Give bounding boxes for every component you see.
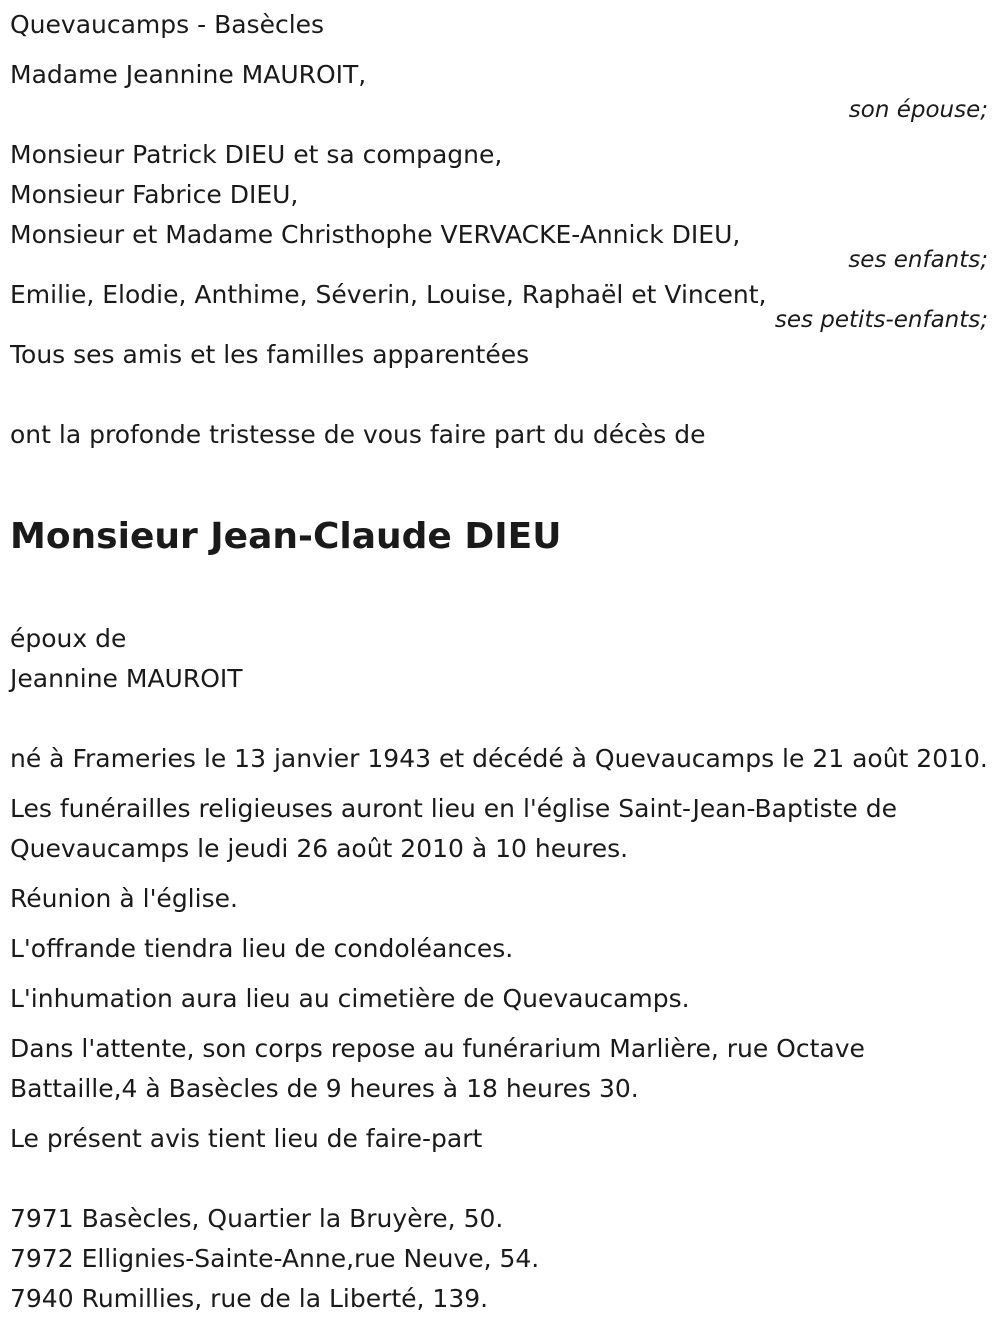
announcement-line: ont la profonde tristesse de vous faire part du décès de — [10, 420, 706, 449]
spouse-role: son épouse; — [848, 97, 988, 123]
offering-paragraph: L'offrande tiendra lieu de condoléances. — [10, 934, 514, 963]
funerarium-paragraph: Dans l'attente, son corps repose au funérarium Marlière, rue Octave Battaille,4 à Basècles de 9 heures à 18 heures 30. — [10, 1034, 865, 1103]
children-role: ses enfants; — [848, 247, 988, 273]
address-line-2: 7972 Ellignies-Sainte-Anne,rue Neuve, 54. — [10, 1244, 540, 1273]
friends-line: Tous ses amis et les familles apparentées — [10, 340, 530, 369]
burial-paragraph: L'inhumation aura lieu au cimetière de Quevaucamps. — [10, 984, 690, 1013]
location-header: Quevaucamps - Basècles — [10, 10, 325, 39]
child-line-2: Monsieur Fabrice DIEU, — [10, 180, 299, 209]
spouse-line: Madame Jeannine MAUROIT, — [10, 60, 367, 89]
child-line-1: Monsieur Patrick DIEU et sa compagne, — [10, 140, 503, 169]
address-line-1: 7971 Basècles, Quartier la Bruyère, 50. — [10, 1204, 504, 1233]
deceased-name: Monsieur Jean-Claude DIEU — [10, 516, 562, 557]
birth-death-paragraph: né à Frameries le 13 janvier 1943 et décédé à Quevaucamps le 21 août 2010. — [10, 744, 988, 773]
meeting-paragraph: Réunion à l'église. — [10, 884, 238, 913]
address-line-3: 7940 Rumillies, rue de la Liberté, 139. — [10, 1284, 489, 1313]
funeral-paragraph: Les funérailles religieuses auront lieu en l'église Saint-Jean-Baptiste de Quevaucamps le jeudi 26 août 2010 à 10 heures. — [10, 794, 897, 863]
spouse-of-label: époux de — [10, 624, 127, 653]
spouse-of-name: Jeannine MAUROIT — [10, 664, 243, 693]
grandchildren-role: ses petits-enfants; — [774, 307, 988, 333]
notice-paragraph: Le présent avis tient lieu de faire-part — [10, 1124, 483, 1153]
grandchildren-line: Emilie, Elodie, Anthime, Séverin, Louise, Raphaël et Vincent, — [10, 280, 767, 309]
child-line-3: Monsieur et Madame Christhophe VERVACKE-Annick DIEU, — [10, 220, 741, 249]
